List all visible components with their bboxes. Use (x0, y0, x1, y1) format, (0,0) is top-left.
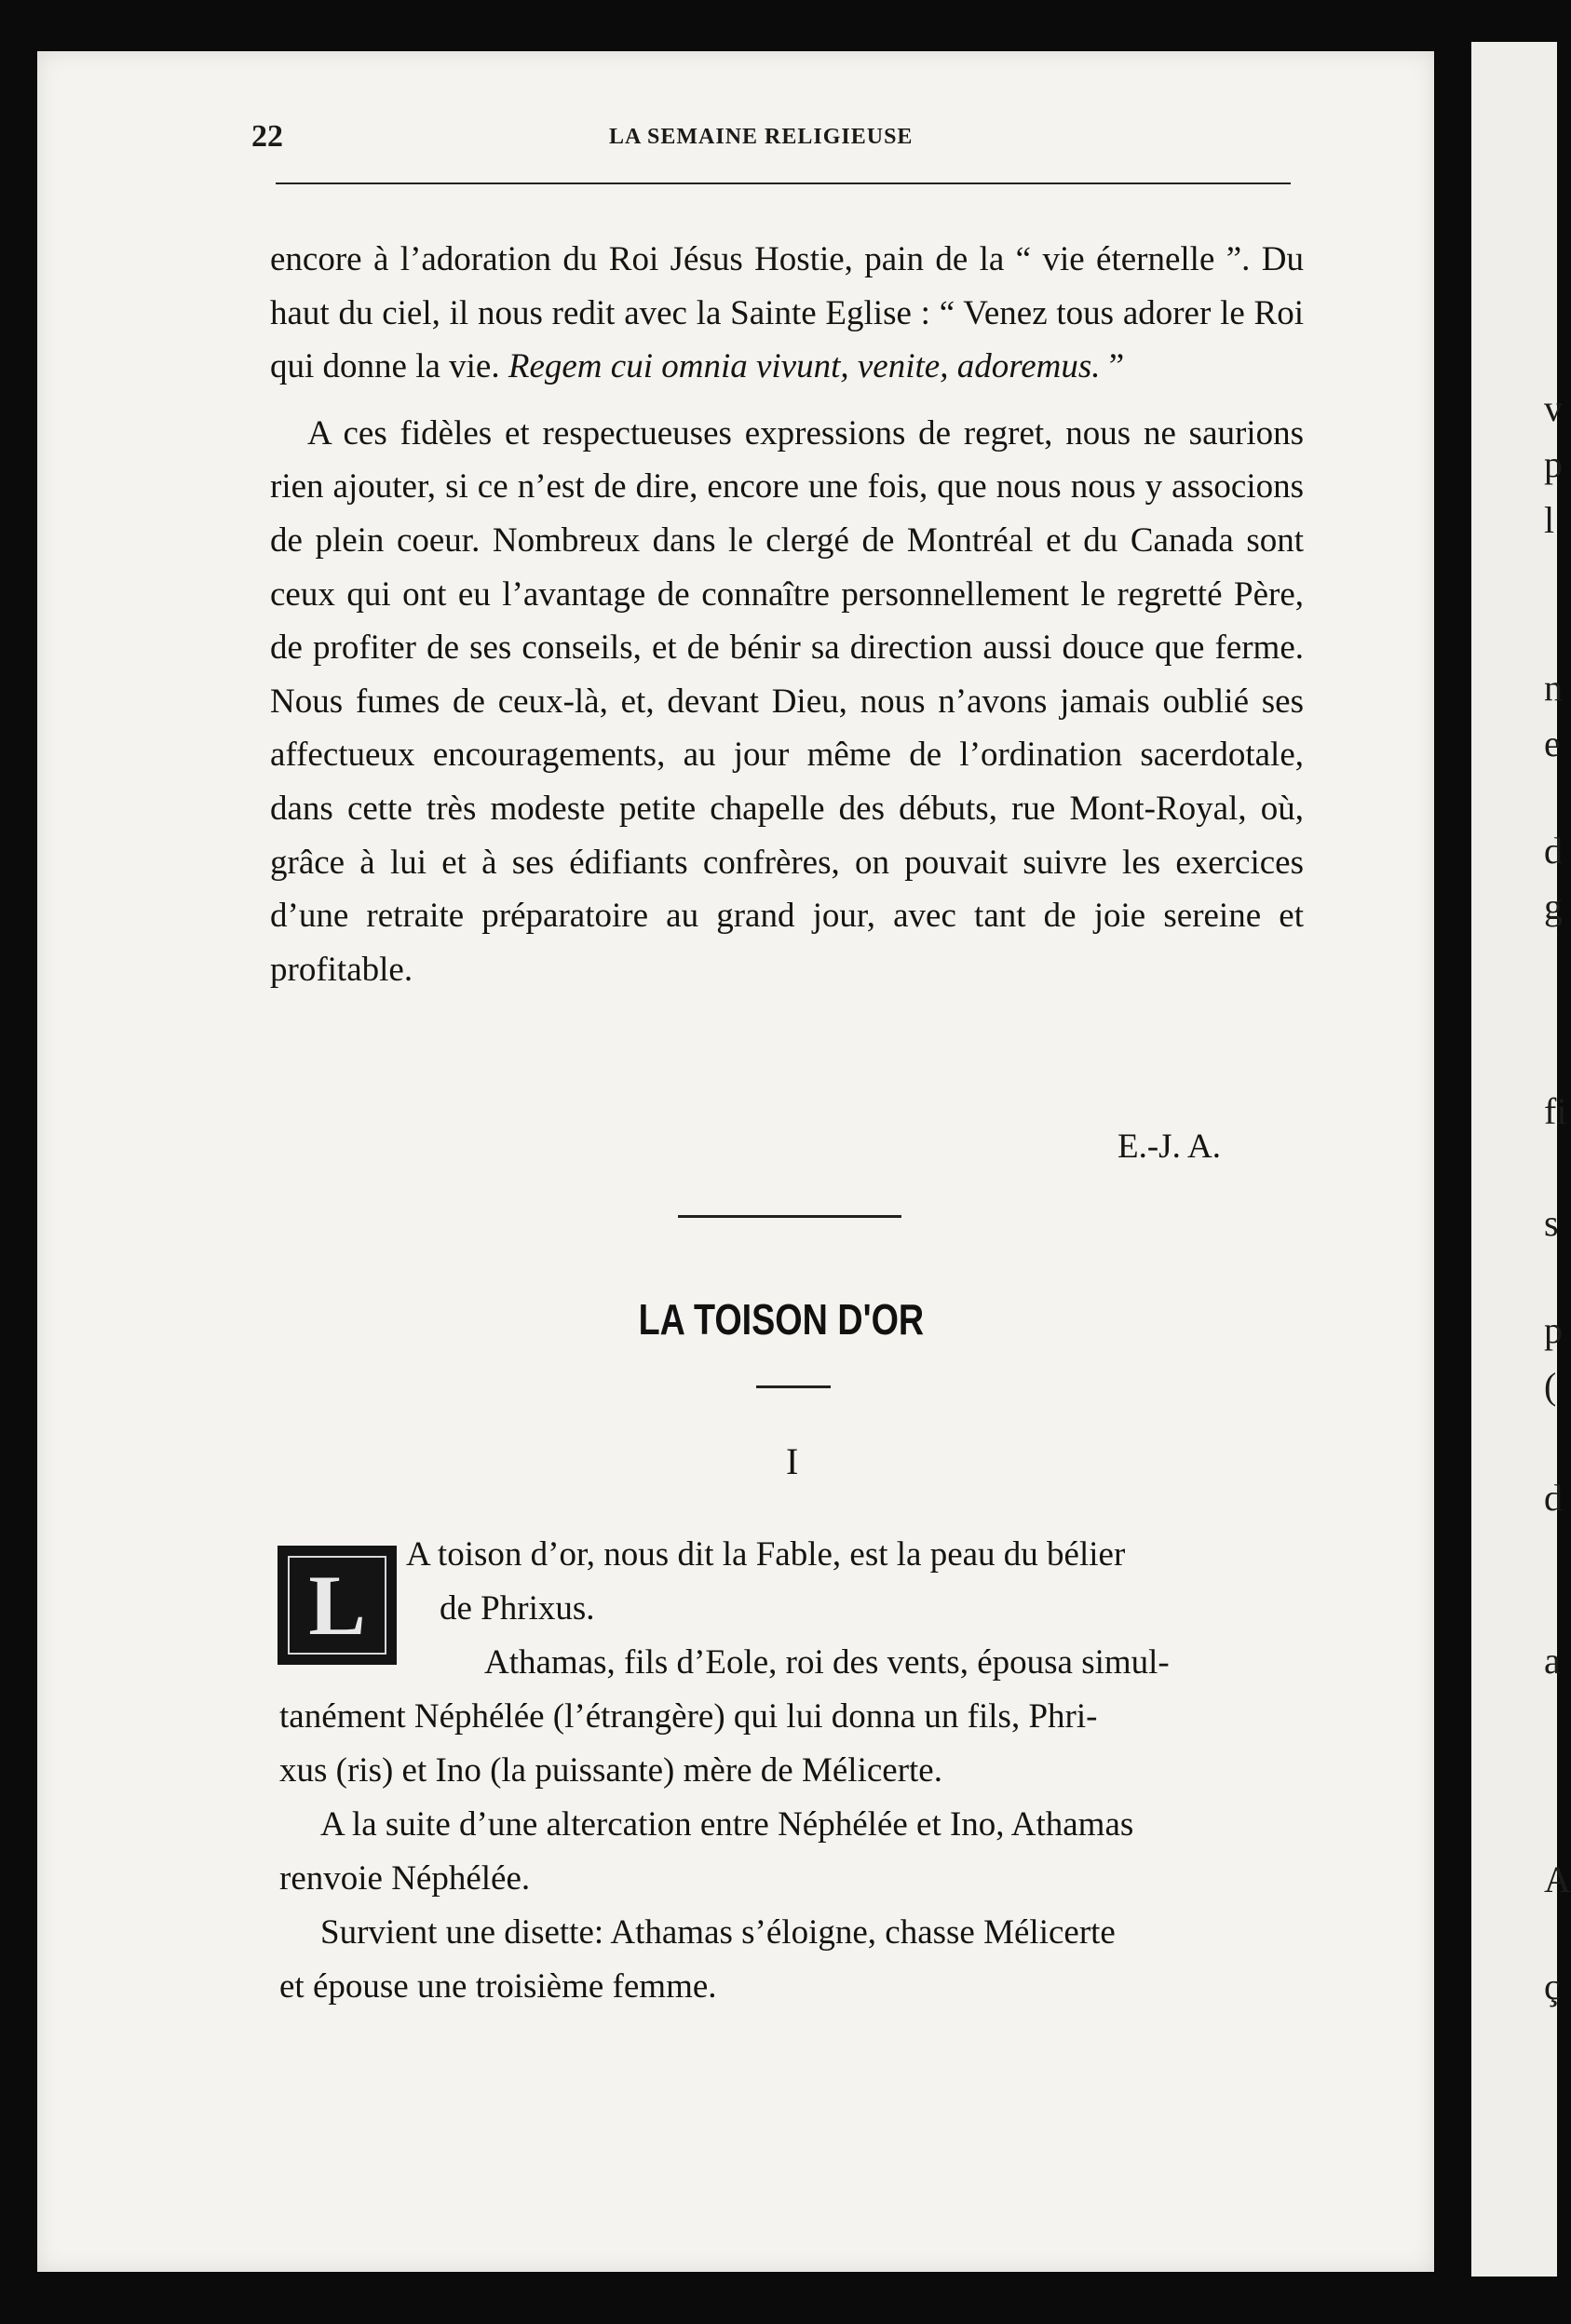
article-title: LA TOISON D'OR (638, 1295, 925, 1344)
facing-page-edge (1471, 42, 1571, 2277)
text-line: et épouse une troisième femme. (279, 1967, 717, 2006)
text-line: Survient une disette: Athamas s’éloigne, chasse Mélicerte (320, 1913, 1116, 1952)
facing-fragment: d (1544, 1477, 1563, 1519)
facing-fragment: ( (1544, 1365, 1557, 1407)
facing-fragment: l (1544, 499, 1555, 541)
facing-fragment: A (1544, 1858, 1571, 1900)
page-number: 22 (251, 119, 283, 154)
facing-fragment: n (1544, 667, 1563, 709)
running-title: LA SEMAINE RELIGIEUSE (609, 125, 914, 149)
text-line: A la suite d’une altercation entre Néphélée et Ino, Athamas (320, 1805, 1134, 1844)
text-line: xus (ris) et Ino (la puissante) mère de Mélicerte. (279, 1751, 942, 1790)
drop-cap-letter: L (288, 1556, 386, 1655)
facing-fragment: s (1544, 1202, 1559, 1244)
paragraph-text: encore à l’adoration du Roi Jésus Hostie, pain de la “ vie éternelle ”. Du haut du ciel, il nous redit avec la Sainte Eglise : “ Venez tous adorer le Roi qui donne la vie. (270, 240, 1304, 386)
paragraph: A ces fidèles et respectueuses expressions de regret, nous ne saurions rien ajouter, si ce n’est de dire, encore une fois, que nous nous y associons de plein coeur. Nombreux dans le clergé de Montréal et du Canada sont ceux qui ont eu l’avantage de connaître personnellement le regretté Père, de profiter de ses conseils, et de bénir sa direction aussi douce que ferme. Nous fumes de ceux-là, et, devant Dieu, nous n’avons jamais oublié ses affectueux encouragements, au jour même de l’ordination sacerdotale, dans cette très modeste petite chapelle des débuts, rue Mont-Royal, où, grâce à lui et à ses édifiants confrères, on pouvait suivre les exercices d’une retraite préparatoire au grand jour, avec tant de joie sereine et profitable. (270, 413, 1304, 989)
section-divider (678, 1215, 901, 1218)
facing-fragment: ç (1544, 1966, 1561, 2007)
facing-fragment: a (1544, 1640, 1561, 1682)
text-line: tanément Néphélée (l’étrangère) qui lui donna un fils, Phri- (279, 1697, 1098, 1736)
section-number: I (786, 1440, 799, 1482)
latin-quote: Regem cui omnia vivunt, venite, adoremus. (508, 347, 1101, 386)
text-line: renvoie Néphélée. (279, 1859, 531, 1898)
title-rule (756, 1385, 831, 1388)
drop-cap (278, 1546, 397, 1665)
facing-fragment: g (1544, 885, 1563, 927)
text-line: Athamas, fils d’Eole, roi des vents, épousa simul- (484, 1643, 1170, 1682)
text-line: de Phrixus. (440, 1589, 595, 1628)
first-article-body (270, 233, 1304, 996)
paragraph (270, 233, 1304, 394)
facing-fragment: d (1544, 830, 1563, 872)
facing-fragment: p (1544, 443, 1563, 485)
header-rule (276, 182, 1291, 184)
text-line: A toison d’or, nous dit la Fable, est la peau du bélier (406, 1535, 1126, 1574)
page-header (218, 119, 1298, 156)
facing-fragment: p (1544, 1309, 1563, 1351)
closing-quote: ” (1100, 347, 1125, 386)
facing-fragment: v (1544, 387, 1563, 429)
signature: E.-J. A. (1117, 1128, 1221, 1166)
facing-fragment: fi (1544, 1090, 1567, 1132)
facing-fragment: e (1544, 723, 1561, 764)
